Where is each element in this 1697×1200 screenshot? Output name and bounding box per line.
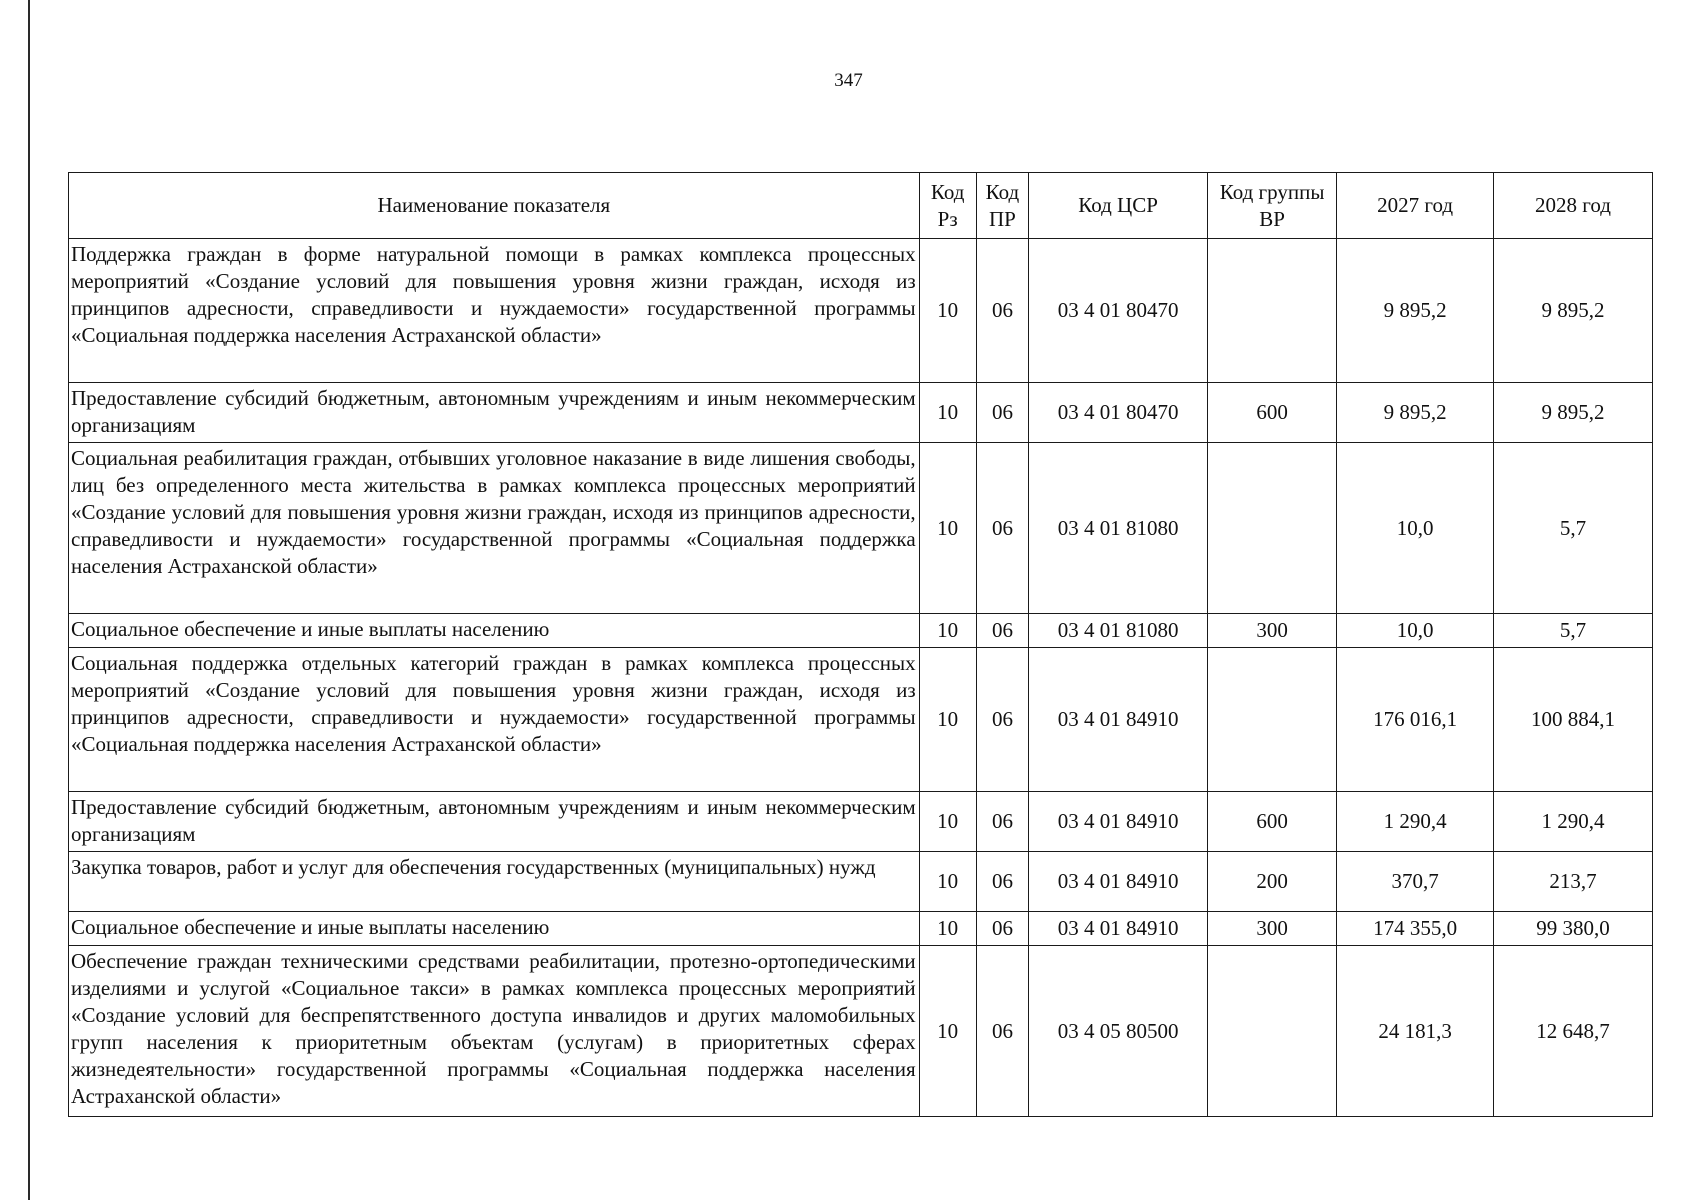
cell-vr <box>1207 946 1336 1117</box>
binding-edge-line <box>28 0 30 1200</box>
cell-2027: 10,0 <box>1337 443 1494 614</box>
table-row <box>69 946 1653 1117</box>
cell-rz: 10 <box>919 792 976 852</box>
header-2028: 2028 год <box>1494 173 1653 239</box>
cell-pr: 06 <box>976 792 1029 852</box>
cell-2027: 9 895,2 <box>1337 383 1494 443</box>
cell-csr: 03 4 01 81080 <box>1029 614 1208 648</box>
cell-rz: 10 <box>919 648 976 792</box>
cell-2028: 5,7 <box>1494 443 1653 614</box>
table-row <box>69 614 1653 648</box>
table-row <box>69 912 1653 946</box>
header-csr: Код ЦСР <box>1029 173 1208 239</box>
cell-vr: 600 <box>1207 383 1336 443</box>
header-2027: 2027 год <box>1337 173 1494 239</box>
cell-2028: 100 884,1 <box>1494 648 1653 792</box>
cell-csr: 03 4 01 80470 <box>1029 383 1208 443</box>
cell-name: Социальная поддержка отдельных категорий граждан в рамках комплекса процессных мероприятий «Создание условий для повышения уровня жизни граждан, исходя из принципов адресности, справедливости и нуждаемости» государственной программы «Социальная поддержка населения Астраханской области» <box>69 648 920 792</box>
header-name: Наименование показателя <box>69 173 920 239</box>
cell-csr: 03 4 01 84910 <box>1029 648 1208 792</box>
cell-pr: 06 <box>976 852 1029 912</box>
cell-pr: 06 <box>976 383 1029 443</box>
cell-rz: 10 <box>919 443 976 614</box>
cell-pr: 06 <box>976 946 1029 1117</box>
cell-2028: 12 648,7 <box>1494 946 1653 1117</box>
cell-vr: 200 <box>1207 852 1336 912</box>
header-vr: Код группы ВР <box>1207 173 1336 239</box>
cell-vr <box>1207 443 1336 614</box>
cell-pr: 06 <box>976 912 1029 946</box>
table-row <box>69 792 1653 852</box>
table-row <box>69 443 1653 614</box>
cell-name: Социальная реабилитация граждан, отбывших уголовное наказание в виде лишения свободы, лиц без определенного места жительства в рамках комплекса процессных мероприятий «Создание условий для повышения уровня жизни граждан, исходя из принципов адресности, справедливости и нуждаемости» государственной программы «Социальная поддержка населения Астраханской области» <box>69 443 920 614</box>
cell-name: Социальное обеспечение и иные выплаты населению <box>69 614 920 648</box>
cell-vr <box>1207 648 1336 792</box>
cell-2028: 5,7 <box>1494 614 1653 648</box>
cell-2027: 24 181,3 <box>1337 946 1494 1117</box>
cell-name: Социальное обеспечение и иные выплаты населению <box>69 912 920 946</box>
cell-vr: 300 <box>1207 614 1336 648</box>
cell-csr: 03 4 01 84910 <box>1029 792 1208 852</box>
cell-pr: 06 <box>976 443 1029 614</box>
cell-name: Закупка товаров, работ и услуг для обеспечения государственных (муниципальных) нужд <box>69 852 920 912</box>
cell-vr <box>1207 239 1336 383</box>
cell-name: Поддержка граждан в форме натуральной помощи в рамках комплекса процессных мероприятий «Создание условий для повышения уровня жизни граждан, исходя из принципов адресности, справедливости и нуждаемости» государственной программы «Социальная поддержка населения Астраханской области» <box>69 239 920 383</box>
cell-csr: 03 4 01 81080 <box>1029 443 1208 614</box>
table-row <box>69 648 1653 792</box>
cell-rz: 10 <box>919 383 976 443</box>
table-row <box>69 239 1653 383</box>
cell-2028: 213,7 <box>1494 852 1653 912</box>
header-rz: Код Рз <box>919 173 976 239</box>
cell-rz: 10 <box>919 239 976 383</box>
cell-2027: 176 016,1 <box>1337 648 1494 792</box>
cell-pr: 06 <box>976 239 1029 383</box>
cell-csr: 03 4 01 84910 <box>1029 912 1208 946</box>
cell-csr: 03 4 01 84910 <box>1029 852 1208 912</box>
cell-2028: 1 290,4 <box>1494 792 1653 852</box>
header-pr: Код ПР <box>976 173 1029 239</box>
cell-pr: 06 <box>976 648 1029 792</box>
cell-2028: 9 895,2 <box>1494 239 1653 383</box>
table-header-row <box>69 173 1653 239</box>
cell-csr: 03 4 01 80470 <box>1029 239 1208 383</box>
cell-2028: 9 895,2 <box>1494 383 1653 443</box>
cell-rz: 10 <box>919 912 976 946</box>
table-row <box>69 852 1653 912</box>
cell-name: Обеспечение граждан техническими средствами реабилитации, протезно-ортопедическими изделиями и услугой «Социальное такси» в рамках комплекса процессных мероприятий «Создание условий для беспрепятственного доступа инвалидов и других маломобильных групп населения к приоритетным объектам (услугам) в приоритетных сферах жизнедеятельности» государственной программы «Социальная поддержка населения Астраханской области» <box>69 946 920 1117</box>
cell-vr: 300 <box>1207 912 1336 946</box>
cell-name: Предоставление субсидий бюджетным, автономным учреждениям и иным некоммерческим организациям <box>69 383 920 443</box>
budget-table <box>68 172 1653 1117</box>
cell-rz: 10 <box>919 946 976 1117</box>
cell-2027: 10,0 <box>1337 614 1494 648</box>
cell-2028: 99 380,0 <box>1494 912 1653 946</box>
cell-name: Предоставление субсидий бюджетным, автономным учреждениям и иным некоммерческим организациям <box>69 792 920 852</box>
cell-rz: 10 <box>919 852 976 912</box>
cell-csr: 03 4 05 80500 <box>1029 946 1208 1117</box>
cell-2027: 1 290,4 <box>1337 792 1494 852</box>
page-number: 347 <box>834 70 863 91</box>
cell-rz: 10 <box>919 614 976 648</box>
cell-2027: 9 895,2 <box>1337 239 1494 383</box>
cell-2027: 174 355,0 <box>1337 912 1494 946</box>
table-row <box>69 383 1653 443</box>
cell-pr: 06 <box>976 614 1029 648</box>
cell-2027: 370,7 <box>1337 852 1494 912</box>
cell-vr: 600 <box>1207 792 1336 852</box>
